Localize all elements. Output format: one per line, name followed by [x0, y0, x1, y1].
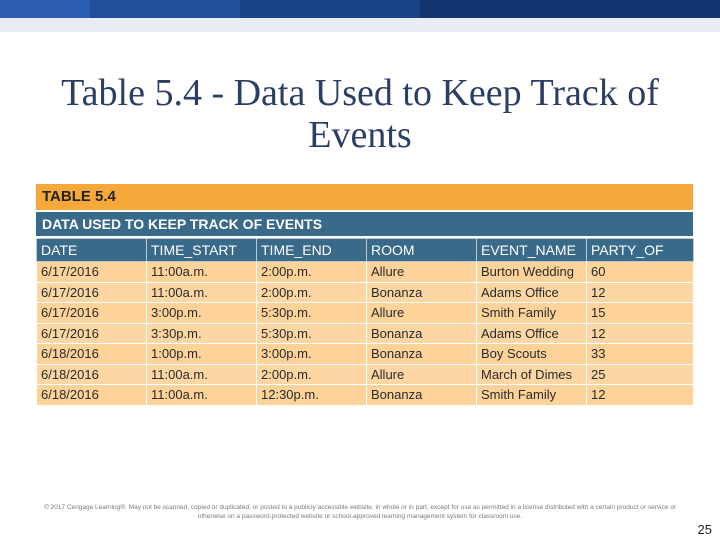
header-row — [37, 239, 694, 262]
table-row — [37, 385, 694, 406]
banner-underline — [0, 18, 720, 32]
table-cell: 12 — [587, 282, 694, 303]
column-header: EVENT_NAME — [477, 239, 587, 262]
table-cell: 2:00p.m. — [257, 364, 367, 385]
table-heading: DATA USED TO KEEP TRACK OF EVENTS — [36, 212, 693, 236]
table-cell: 1:00p.m. — [147, 344, 257, 365]
table-cell: 5:30p.m. — [257, 303, 367, 324]
table-cell: Smith Family — [477, 303, 587, 324]
table-cell: Smith Family — [477, 385, 587, 406]
column-header: DATE — [37, 239, 147, 262]
table-cell: 6/17/2016 — [37, 323, 147, 344]
table-cell: Allure — [367, 364, 477, 385]
table-cell: Allure — [367, 262, 477, 283]
column-header: ROOM — [367, 239, 477, 262]
column-header: TIME_END — [257, 239, 367, 262]
table-label: TABLE 5.4 — [36, 184, 693, 210]
table-cell: Bonanza — [367, 282, 477, 303]
table-row — [37, 364, 694, 385]
table-cell: 15 — [587, 303, 694, 324]
events-data-table — [36, 238, 694, 406]
banner-segment — [0, 0, 90, 18]
table-cell: 6/17/2016 — [37, 262, 147, 283]
page-number: 25 — [697, 522, 712, 537]
table-row — [37, 303, 694, 324]
table-row — [37, 262, 694, 283]
banner-segment — [240, 0, 420, 18]
table-cell: 12 — [587, 385, 694, 406]
table-cell: 6/18/2016 — [37, 385, 147, 406]
table-cell: 12:30p.m. — [257, 385, 367, 406]
top-banner — [0, 0, 720, 18]
table-cell: 3:30p.m. — [147, 323, 257, 344]
table-cell: 3:00p.m. — [257, 344, 367, 365]
table-row — [37, 323, 694, 344]
table-cell: 3:00p.m. — [147, 303, 257, 324]
table-cell: 25 — [587, 364, 694, 385]
table-cell: 6/18/2016 — [37, 344, 147, 365]
table-cell: 33 — [587, 344, 694, 365]
table-cell: March of Dimes — [477, 364, 587, 385]
table-cell: Bonanza — [367, 344, 477, 365]
table-cell: Adams Office — [477, 282, 587, 303]
table-cell: 6/17/2016 — [37, 282, 147, 303]
copyright-notice: © 2017 Cengage Learning®. May not be scanned, copied or duplicated, or posted to a publicly accessible website, in whole or in part, except for use as permitted in a license distributed with a certain product or service or otherwise on a password-protected website or school-approved learning management system for classroom use. — [43, 504, 677, 520]
table-row — [37, 344, 694, 365]
table-cell: 11:00a.m. — [147, 364, 257, 385]
table-cell: Allure — [367, 303, 477, 324]
column-header: PARTY_OF — [587, 239, 694, 262]
table-cell: 6/18/2016 — [37, 364, 147, 385]
table-cell: Burton Wedding — [477, 262, 587, 283]
table-row — [37, 282, 694, 303]
banner-segment — [420, 0, 720, 18]
table-cell: 6/17/2016 — [37, 303, 147, 324]
table-cell: 5:30p.m. — [257, 323, 367, 344]
slide-title: Table 5.4 - Data Used to Keep Track of Events — [61, 72, 659, 156]
table-cell: 60 — [587, 262, 694, 283]
banner-segment — [90, 0, 240, 18]
table-cell: Bonanza — [367, 385, 477, 406]
table-cell: 11:00a.m. — [147, 262, 257, 283]
table-cell: Bonanza — [367, 323, 477, 344]
table-cell: 11:00a.m. — [147, 282, 257, 303]
table-cell: 2:00p.m. — [257, 262, 367, 283]
table-cell: 12 — [587, 323, 694, 344]
table-cell: 11:00a.m. — [147, 385, 257, 406]
table-cell: Boy Scouts — [477, 344, 587, 365]
events-table — [36, 184, 693, 401]
table-cell: 2:00p.m. — [257, 282, 367, 303]
table-cell: Adams Office — [477, 323, 587, 344]
column-header: TIME_START — [147, 239, 257, 262]
